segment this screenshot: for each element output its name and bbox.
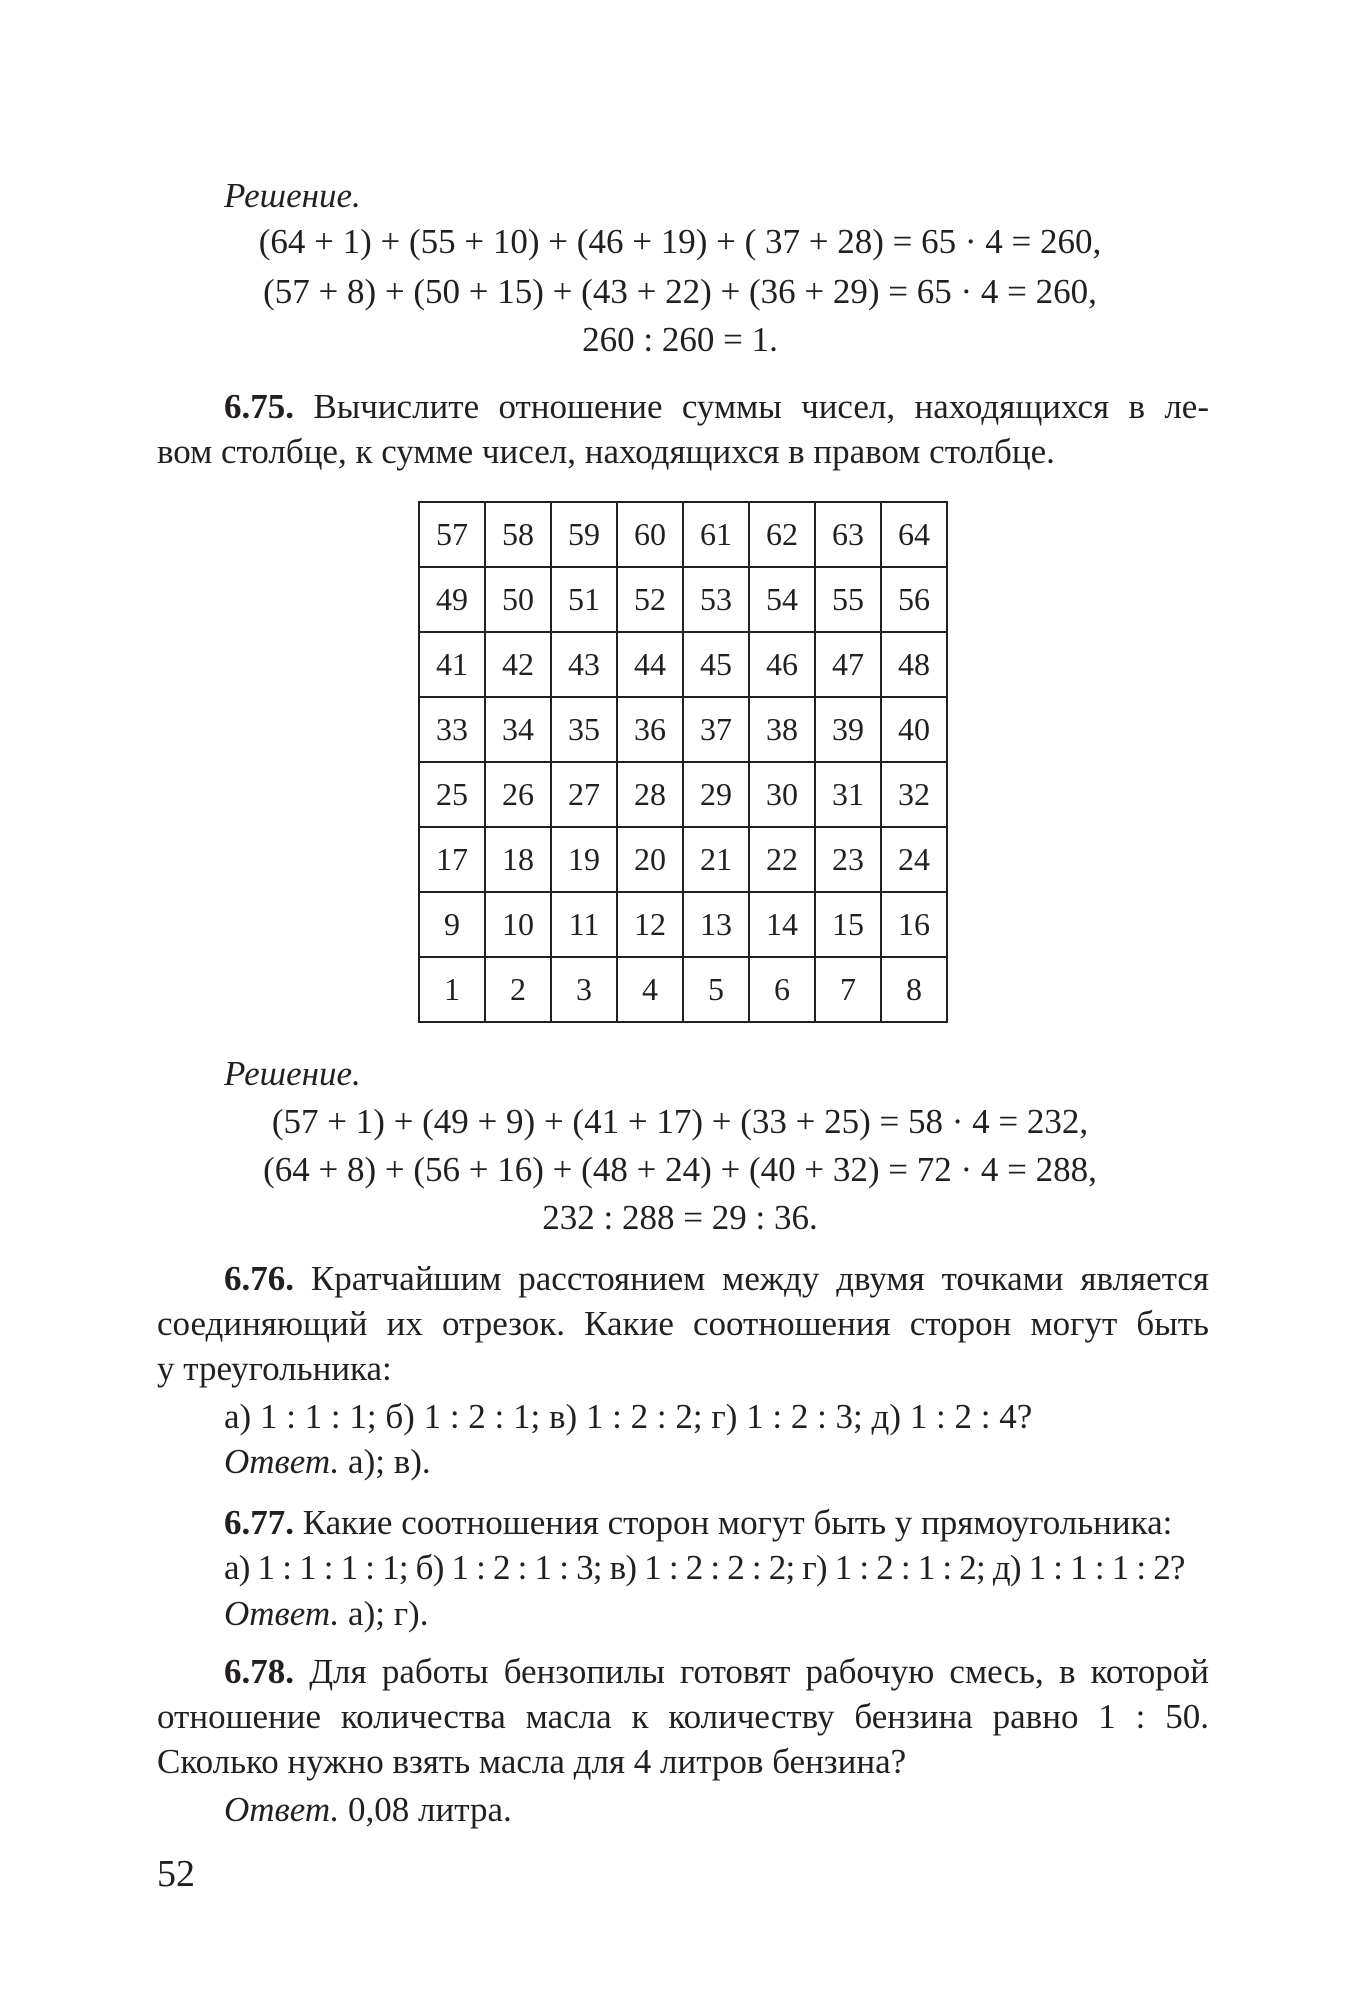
grid-cell: 20: [617, 827, 683, 892]
answer-label: Ответ.: [224, 1442, 340, 1481]
grid-cell: 43: [551, 632, 617, 697]
grid-cell: 11: [551, 892, 617, 957]
grid-row: [419, 632, 947, 697]
grid-row: [419, 697, 947, 762]
grid-cell: 4: [617, 957, 683, 1022]
problem-6-77-answer: [224, 1592, 428, 1636]
grid-cell: 60: [617, 502, 683, 567]
problem-number: 6.78.: [224, 1652, 294, 1691]
grid-row: [419, 892, 947, 957]
grid-cell: 1: [419, 957, 485, 1022]
grid-row: [419, 827, 947, 892]
grid-cell: 52: [617, 567, 683, 632]
grid-cell: 2: [485, 957, 551, 1022]
grid-cell: 8: [881, 957, 947, 1022]
grid-cell: 36: [617, 697, 683, 762]
grid-cell: 25: [419, 762, 485, 827]
solution-label: Решение.: [224, 176, 361, 215]
grid-cell: 28: [617, 762, 683, 827]
equation-line: (64 + 1) + (55 + 10) + (46 + 19) + ( 37 + 28) = 65 · 4 = 260,: [258, 222, 1102, 261]
grid-cell: 48: [881, 632, 947, 697]
answer-label: Ответ.: [224, 1594, 340, 1633]
grid-cell: 51: [551, 567, 617, 632]
grid-cell: 19: [551, 827, 617, 892]
grid-row: [419, 762, 947, 827]
problem-6-76-line3: у треугольника:: [157, 1349, 392, 1388]
grid-cell: 18: [485, 827, 551, 892]
grid-cell: 35: [551, 697, 617, 762]
grid-cell: 63: [815, 502, 881, 567]
grid-cell: 13: [683, 892, 749, 957]
problem-number: 6.75.: [224, 387, 294, 426]
grid-cell: 55: [815, 567, 881, 632]
grid-cell: 7: [815, 957, 881, 1022]
problem-6-75-line2: вом столбце, к сумме чисел, находящихся в правом столбце.: [157, 432, 1055, 471]
equation-line: 260 : 260 = 1.: [582, 320, 778, 359]
equation-line: 232 : 288 = 29 : 36.: [542, 1198, 818, 1237]
problem-number: 6.76.: [224, 1259, 294, 1298]
grid-cell: 61: [683, 502, 749, 567]
problem-6-76-line1: [157, 1257, 1209, 1301]
problem-text: Вычислите отношение суммы чисел, находящихся в ле-: [313, 387, 1209, 426]
answer-text: а); г).: [348, 1594, 429, 1633]
grid-cell: 24: [881, 827, 947, 892]
grid-cell: 56: [881, 567, 947, 632]
number-grid-table: [418, 501, 948, 1023]
problem-number: 6.77.: [224, 1503, 294, 1542]
problem-6-77-options: а) 1 : 1 : 1 : 1; б) 1 : 2 : 1 : 3; в) 1 : 2 : 2 : 2; г) 1 : 2 : 1 : 2; д) 1 : 1 : 1 : 2?: [224, 1548, 1185, 1587]
problem-6-78-line1: [157, 1650, 1209, 1694]
grid-row: [419, 502, 947, 567]
grid-cell: 59: [551, 502, 617, 567]
grid-cell: 42: [485, 632, 551, 697]
grid-cell: 45: [683, 632, 749, 697]
grid-cell: 14: [749, 892, 815, 957]
grid-cell: 39: [815, 697, 881, 762]
grid-cell: 6: [749, 957, 815, 1022]
grid-cell: 54: [749, 567, 815, 632]
grid-cell: 57: [419, 502, 485, 567]
grid-cell: 58: [485, 502, 551, 567]
equation-line: (57 + 1) + (49 + 9) + (41 + 17) + (33 + 25) = 58 · 4 = 232,: [271, 1102, 1089, 1141]
grid-cell: 38: [749, 697, 815, 762]
grid-cell: 29: [683, 762, 749, 827]
grid-cell: 26: [485, 762, 551, 827]
grid-cell: 49: [419, 567, 485, 632]
grid-cell: 17: [419, 827, 485, 892]
grid-cell: 50: [485, 567, 551, 632]
grid-cell: 37: [683, 697, 749, 762]
grid-cell: 16: [881, 892, 947, 957]
grid-cell: 30: [749, 762, 815, 827]
grid-cell: 10: [485, 892, 551, 957]
grid-cell: 9: [419, 892, 485, 957]
problem-6-78-line3: Сколько нужно взять масла для 4 литров бензина?: [157, 1742, 907, 1781]
grid-cell: 53: [683, 567, 749, 632]
problem-6-76-answer: [224, 1440, 431, 1484]
equation-line: (57 + 8) + (50 + 15) + (43 + 22) + (36 + 29) = 65 · 4 = 260,: [263, 272, 1097, 311]
problem-6-75-line1: [157, 385, 1209, 429]
problem-6-78-line2: отношение количества масла к количеству бензина равно 1 : 50.: [157, 1697, 1209, 1736]
equation-line: (64 + 8) + (56 + 16) + (48 + 24) + (40 + 32) = 72 · 4 = 288,: [263, 1150, 1097, 1189]
solution-label: Решение.: [224, 1054, 361, 1093]
grid-cell: 22: [749, 827, 815, 892]
problem-6-76-line2: соединяющий их отрезок. Какие соотношения сторон могут быть: [157, 1304, 1209, 1343]
grid-cell: 47: [815, 632, 881, 697]
grid-cell: 33: [419, 697, 485, 762]
grid-cell: 64: [881, 502, 947, 567]
answer-text: 0,08 литра.: [348, 1790, 512, 1829]
problem-6-78-answer: [224, 1788, 512, 1832]
grid-cell: 15: [815, 892, 881, 957]
grid-row: [419, 957, 947, 1022]
grid-row: [419, 567, 947, 632]
grid-cell: 32: [881, 762, 947, 827]
problem-text: Кратчайшим расстоянием между двумя точками является: [310, 1259, 1209, 1298]
grid-cell: 12: [617, 892, 683, 957]
grid-cell: 34: [485, 697, 551, 762]
answer-label: Ответ.: [224, 1790, 340, 1829]
grid-cell: 41: [419, 632, 485, 697]
answer-text: а); в).: [348, 1442, 431, 1481]
problem-6-77-line1: [224, 1501, 1172, 1545]
page-number: 52: [157, 1853, 195, 1895]
grid-cell: 3: [551, 957, 617, 1022]
grid-cell: 27: [551, 762, 617, 827]
problem-6-76-options: а) 1 : 1 : 1; б) 1 : 2 : 1; в) 1 : 2 : 2; г) 1 : 2 : 3; д) 1 : 2 : 4?: [224, 1397, 1033, 1436]
grid-cell: 31: [815, 762, 881, 827]
problem-text: Какие соотношения сторон могут быть у прямоугольника:: [302, 1503, 1173, 1542]
grid-cell: 21: [683, 827, 749, 892]
grid-cell: 46: [749, 632, 815, 697]
grid-cell: 40: [881, 697, 947, 762]
grid-cell: 62: [749, 502, 815, 567]
grid-cell: 23: [815, 827, 881, 892]
problem-text: Для работы бензопилы готовят рабочую смесь, в которой: [309, 1652, 1209, 1691]
grid-cell: 5: [683, 957, 749, 1022]
grid-cell: 44: [617, 632, 683, 697]
